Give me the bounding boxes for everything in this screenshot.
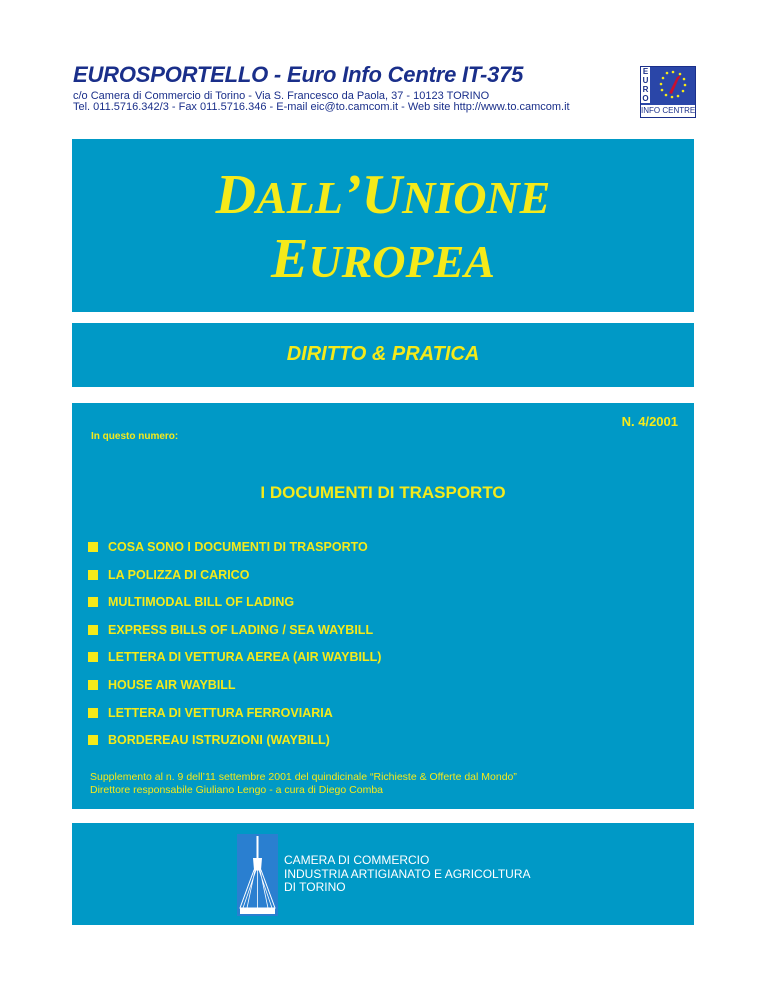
contents-list bbox=[88, 540, 381, 761]
list-item: LETTERA DI VETTURA AEREA (AIR WAYBILL) bbox=[88, 650, 381, 678]
logo-vertical-text bbox=[641, 67, 650, 103]
square-bullet-icon bbox=[88, 542, 98, 552]
list-item: BORDEREAU ISTRUZIONI (WAYBILL) bbox=[88, 733, 381, 761]
square-bullet-icon bbox=[88, 570, 98, 580]
chamber-line-2: INDUSTRIA ARTIGIANATO E AGRICOLTURA bbox=[284, 867, 531, 881]
square-bullet-icon bbox=[88, 708, 98, 718]
header-title: EUROSPORTELLO - Euro Info Centre IT-375 bbox=[73, 62, 524, 87]
square-bullet-icon bbox=[88, 680, 98, 690]
logo-vertical-letter: E bbox=[642, 67, 649, 76]
main-topic: I DOCUMENTI DI TRASPORTO bbox=[260, 483, 506, 502]
subtitle: DIRITTO & PRATICA bbox=[286, 343, 480, 365]
logo-vertical-letter: R bbox=[642, 85, 649, 94]
euro-info-centre-logo bbox=[640, 66, 696, 118]
list-item: HOUSE AIR WAYBILL bbox=[88, 678, 381, 706]
square-bullet-icon bbox=[88, 735, 98, 745]
logo-vertical-letter: U bbox=[642, 76, 649, 85]
masthead-line-2: EUROPEA bbox=[271, 228, 495, 290]
contents-panel bbox=[72, 403, 694, 809]
euro-stars-icon bbox=[651, 67, 695, 103]
chamber-panel bbox=[72, 823, 694, 925]
mole-antonelliana-emblem bbox=[237, 834, 278, 916]
supplement-note: Supplemento al n. 9 dell’11 settembre 2001 del quindicinale “Richieste & Offerte dal Mondo” bbox=[90, 771, 517, 783]
header-contacts: Tel. 011.5716.342/3 - Fax 011.5716.346 - E-mail eic@to.camcom.it - Web site http://www.to.camcom.it bbox=[73, 101, 570, 113]
square-bullet-icon bbox=[88, 652, 98, 662]
list-item: LA POLIZZA DI CARICO bbox=[88, 568, 381, 596]
logo-vertical-letter: O bbox=[642, 94, 649, 103]
list-item: EXPRESS BILLS OF LADING / SEA WAYBILL bbox=[88, 623, 381, 651]
in-this-issue-label: In questo numero: bbox=[91, 431, 179, 442]
header-address: c/o Camera di Commercio di Torino - Via S. Francesco da Paola, 37 - 10123 TORINO bbox=[73, 90, 490, 102]
list-item: LETTERA DI VETTURA FERROVIARIA bbox=[88, 706, 381, 734]
chamber-line-1: CAMERA DI COMMERCIO bbox=[284, 853, 430, 867]
masthead-line-1: DALL’UNIONE bbox=[215, 164, 551, 226]
issue-number: N. 4/2001 bbox=[621, 414, 678, 429]
chamber-line-3: DI TORINO bbox=[284, 880, 346, 894]
masthead-panel bbox=[72, 139, 694, 312]
logo-bottom-text: INFO CENTRE bbox=[641, 106, 696, 115]
square-bullet-icon bbox=[88, 625, 98, 635]
subtitle-panel bbox=[72, 323, 694, 387]
list-item: MULTIMODAL BILL OF LADING bbox=[88, 595, 381, 623]
director-note: Direttore responsabile Giuliano Lengo - a cura di Diego Comba bbox=[90, 784, 383, 796]
square-bullet-icon bbox=[88, 597, 98, 607]
list-item: COSA SONO I DOCUMENTI DI TRASPORTO bbox=[88, 540, 381, 568]
